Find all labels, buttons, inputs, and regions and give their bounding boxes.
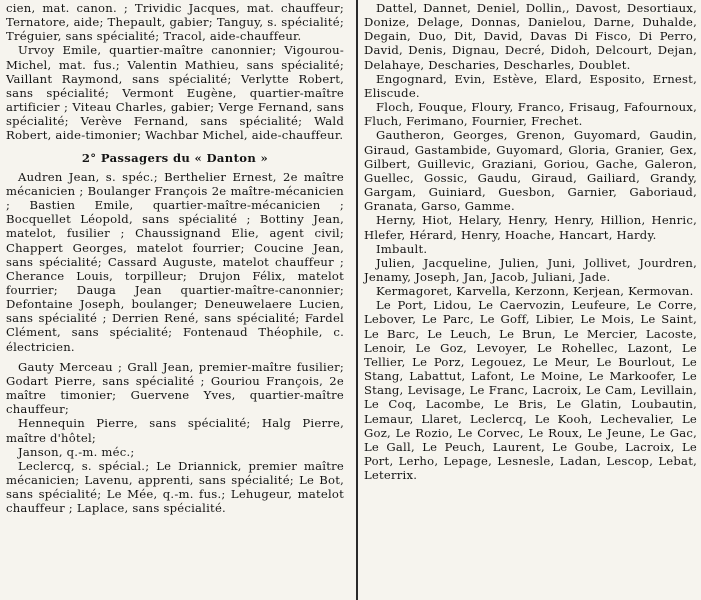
left-column [0,0,350,600]
crew-list-paragraph-u-w: Urvoy Emile, quartier-maître canonnier; Vigourou- Michel, mat. fus.; Valentin Mathieu, sans spécialité; Vaillant Raymond, sans spécialité; Verlytte Robert, sans spécialité; Vermont Eugène, quartier-maître artificier ; Viteau Charles, gabier; Verge Fernand, sans spécialité; Verève Fernand, sans spécialité; Wald Robert, aide-timonier; Wachbar Michel, aide-chauffeur. [6,43,344,143]
name-list-paragraph-h: Herny, Hiot, Helary, Henry, Henry, Hillion, Henric, Hlefer, Hérard, Henry, Hoache, Hancart, Hardy. [364,213,697,242]
name-list-paragraph-l: Le Port, Lidou, Le Caervozin, Leufeure, Le Corre, Lebover, Le Parc, Le Goff, Libier, Le Mois, Le Saint, Le Barc, Le Leuch, Le Brun, Le Mercier, Lacoste, Lenoir, Le Goz, Levoyer, Le Rohellec, Lazont, Le Tellier, Le Porz, Legouez, Le Meur, Le Bourlout, Le Stang, Labattut, Lafont, Le Moine, Le Markoofer, Le Stang, Levisage, Le Franc, Lacroix, Le Cam, Levillain, Le Coq, Lacombe, Le Bris, Le Glatin, Loubautin, Lemaur, Llaret, Leclercq, Le Kooh, Lechevalier, Le Goz, Le Rozio, Le Corvec, Le Roux, Le Jeune, Le Gac, Le Gall, Le Peuch, Laurent, Le Goube, Lacroix, Le Port, Lerho, Lepage, Lesnesle, Ladan, Lescop, Lebat, Leterrix. [364,298,697,483]
name-list-paragraph-e: Engognard, Evin, Estève, Elard, Esposito, Ernest, Eliscude. [364,71,697,100]
right-column [350,0,701,600]
name-list-paragraph-k: Kermagoret, Karvella, Kerzonn, Kerjean, Kermovan. [376,284,694,299]
name-list-paragraph-g: Gautheron, Georges, Grenon, Guyomard, Gaudin, Giraud, Gastambide, Guyomard, Gloria, Granier, Gex, Gilbert, Guillevic, Graziani, Goriou, Gache, Galeron, Guellec, Gossic, Gaudu, Giraud, Gailiard, Grandy, Gargam, Guiniard, Guesbon, Garnier, Gaboriaud, Granata, Garso, Gamme. [364,128,697,214]
name-list-paragraph-j: Julien, Jacqueline, Julien, Juni, Jollivet, Jourdren, Jenamy, Joseph, Jan, Jacob, Juliani, Jade. [364,255,697,284]
name-list-paragraph-i: Imbault. [376,241,428,256]
name-list-paragraph-d: Dattel, Dannet, Deniel, Dollin,, Davost, Desortiaux, Donize, Delage, Donnas, Danielou, Darne, Duhalde, Degain, Duo, Dit, David, Davas Di Fisco, Di Perro, David, Denis, Dignau, Decré, Didoh, Delcourt, Dejan, Delahaye, Descharies, Descharles, Doublet. [364,1,697,72]
passenger-list-paragraph-a-f: Audren Jean, s. spéc.; Berthelier Ernest, 2e maître mécanicien ; Boulanger François 2e maître-mécanicien ; Bastien Emile, quartier-maître-mécanicien ; Bocquellet Léopold, sans spécialité ; Bottiny Jean, matelot, fusilier ; Chaussignand Elie, agent civil; Chappert Georges, matelot fourrier; Coucine Jean, sans spécialité; Cassard Auguste, matelot chauffeur ; Cherance Louis, torpilleur; Drujon Félix, matelot fourrier; Dauga Jean quartier-maître-canonnier; Defontaine Joseph, boulanger; Deneuwelaere Lucien, sans spécialité ; Derrien René, sans spécialité; Fardel Clément, sans spécialité; Fontenaud Théophile, c. électricien. [6,169,344,354]
passenger-list-paragraph-g: Gauty Merceau ; Grall Jean, premier-maître fusilier; Godart Pierre, sans spécialité ; Gouriou François, 2e maître timonier; Guervene Yves, quartier-maître chauffeur; [6,359,344,417]
passenger-list-paragraph-j: Janson, q.-m. méc.; [18,444,135,459]
passenger-list-paragraph-h: Hennequin Pierre, sans spécialité; Halg Pierre, maître d'hôtel; [6,416,344,445]
passenger-list-paragraph-l: Leclercq, s. spécial.; Le Driannick, premier maître mécanicien; Lavenu, apprenti, sans spécialité; Le Bot, sans spécialité; Le Mée, q.-m. fus.; Lehugeur, matelot chauffeur ; Laplace, sans spécialité. [6,458,344,516]
crew-list-paragraph-t-end: cien, mat. canon. ; Trividic Jacques, mat. chauffeur; Ternatore, aide; Thepault, gabier; Tanguy, s. spécialité; Tréguier, sans spécialité; Tracol, aide-chauffeur. [6,1,344,44]
name-list-paragraph-f: Floch, Fouque, Floury, Franco, Frisaug, Fafournoux, Fluch, Ferimano, Fournier, Frechet. [364,100,697,129]
section-heading-danton-passengers: 2° Passagers du « Danton » [81,150,269,165]
